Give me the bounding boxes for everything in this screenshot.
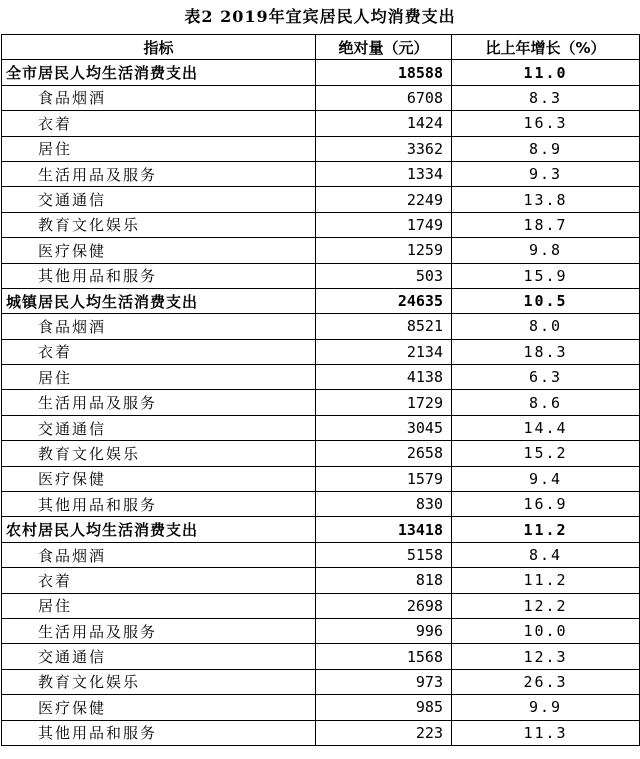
table-row xyxy=(2,238,640,263)
row-absolute-value: 2134 xyxy=(316,339,452,364)
row-absolute-value: 2698 xyxy=(316,593,452,618)
table-row xyxy=(2,212,640,237)
table-row-group xyxy=(2,288,640,313)
row-growth-value: 11.0 xyxy=(452,60,640,85)
table-row xyxy=(2,720,640,745)
row-absolute-value: 1334 xyxy=(316,161,452,186)
row-label: 生活用品及服务 xyxy=(2,390,316,415)
row-growth-value: 9.9 xyxy=(452,695,640,720)
row-absolute-value: 1729 xyxy=(316,390,452,415)
table-header-row xyxy=(2,35,640,60)
row-growth-value: 12.2 xyxy=(452,593,640,618)
row-label: 衣着 xyxy=(2,339,316,364)
row-label: 教育文化娱乐 xyxy=(2,441,316,466)
row-growth-value: 8.6 xyxy=(452,390,640,415)
row-label: 食品烟酒 xyxy=(2,314,316,339)
row-label: 农村居民人均生活消费支出 xyxy=(2,517,316,542)
row-growth-value: 18.3 xyxy=(452,339,640,364)
row-growth-value: 8.0 xyxy=(452,314,640,339)
row-absolute-value: 1568 xyxy=(316,644,452,669)
table-row-group xyxy=(2,60,640,85)
row-label: 其他用品和服务 xyxy=(2,720,316,745)
row-label: 城镇居民人均生活消费支出 xyxy=(2,288,316,313)
table-row xyxy=(2,161,640,186)
row-label: 居住 xyxy=(2,136,316,161)
row-growth-value: 9.3 xyxy=(452,161,640,186)
table-row xyxy=(2,365,640,390)
row-growth-value: 11.3 xyxy=(452,720,640,745)
row-growth-value: 15.9 xyxy=(452,263,640,288)
row-growth-value: 8.9 xyxy=(452,136,640,161)
row-growth-value: 18.7 xyxy=(452,212,640,237)
row-absolute-value: 1579 xyxy=(316,466,452,491)
row-absolute-value: 6708 xyxy=(316,85,452,110)
row-growth-value: 8.4 xyxy=(452,542,640,567)
row-label: 医疗保健 xyxy=(2,238,316,263)
table-row xyxy=(2,415,640,440)
row-absolute-value: 8521 xyxy=(316,314,452,339)
table-row xyxy=(2,314,640,339)
header-absolute: 绝对量（元） xyxy=(316,35,452,60)
row-growth-value: 11.2 xyxy=(452,568,640,593)
row-absolute-value: 4138 xyxy=(316,365,452,390)
row-label: 交通通信 xyxy=(2,187,316,212)
row-absolute-value: 818 xyxy=(316,568,452,593)
table-row xyxy=(2,111,640,136)
row-absolute-value: 2658 xyxy=(316,441,452,466)
table-row-group xyxy=(2,517,640,542)
table-row xyxy=(2,669,640,694)
table-row xyxy=(2,492,640,517)
row-absolute-value: 830 xyxy=(316,492,452,517)
row-growth-value: 16.9 xyxy=(452,492,640,517)
row-growth-value: 26.3 xyxy=(452,669,640,694)
table-row xyxy=(2,441,640,466)
row-label: 食品烟酒 xyxy=(2,85,316,110)
row-label: 生活用品及服务 xyxy=(2,618,316,643)
row-absolute-value: 24635 xyxy=(316,288,452,313)
row-growth-value: 11.2 xyxy=(452,517,640,542)
table-body xyxy=(2,60,640,746)
row-absolute-value: 13418 xyxy=(316,517,452,542)
row-growth-value: 13.8 xyxy=(452,187,640,212)
row-growth-value: 8.3 xyxy=(452,85,640,110)
row-growth-value: 12.3 xyxy=(452,644,640,669)
row-label: 衣着 xyxy=(2,111,316,136)
row-label: 生活用品及服务 xyxy=(2,161,316,186)
row-absolute-value: 996 xyxy=(316,618,452,643)
row-label: 衣着 xyxy=(2,568,316,593)
row-absolute-value: 1424 xyxy=(316,111,452,136)
row-absolute-value: 3362 xyxy=(316,136,452,161)
row-absolute-value: 223 xyxy=(316,720,452,745)
row-label: 医疗保健 xyxy=(2,695,316,720)
table-row xyxy=(2,339,640,364)
table-row xyxy=(2,263,640,288)
row-label: 医疗保健 xyxy=(2,466,316,491)
row-absolute-value: 985 xyxy=(316,695,452,720)
row-label: 教育文化娱乐 xyxy=(2,669,316,694)
row-absolute-value: 503 xyxy=(316,263,452,288)
consumption-table xyxy=(1,34,640,746)
row-growth-value: 15.2 xyxy=(452,441,640,466)
table-row xyxy=(2,542,640,567)
row-growth-value: 14.4 xyxy=(452,415,640,440)
header-growth: 比上年增长（%） xyxy=(452,35,640,60)
row-growth-value: 9.8 xyxy=(452,238,640,263)
row-growth-value: 9.4 xyxy=(452,466,640,491)
row-absolute-value: 1259 xyxy=(316,238,452,263)
table-row xyxy=(2,136,640,161)
row-label: 教育文化娱乐 xyxy=(2,212,316,237)
row-label: 其他用品和服务 xyxy=(2,492,316,517)
row-label: 居住 xyxy=(2,365,316,390)
table-row xyxy=(2,85,640,110)
row-growth-value: 10.0 xyxy=(452,618,640,643)
table-row xyxy=(2,390,640,415)
row-absolute-value: 3045 xyxy=(316,415,452,440)
header-indicator: 指标 xyxy=(2,35,316,60)
row-label: 其他用品和服务 xyxy=(2,263,316,288)
row-absolute-value: 5158 xyxy=(316,542,452,567)
table-row xyxy=(2,593,640,618)
row-absolute-value: 1749 xyxy=(316,212,452,237)
row-label: 食品烟酒 xyxy=(2,542,316,567)
table-row xyxy=(2,644,640,669)
table-row xyxy=(2,466,640,491)
table-row xyxy=(2,187,640,212)
row-growth-value: 16.3 xyxy=(452,111,640,136)
table-row xyxy=(2,568,640,593)
row-absolute-value: 2249 xyxy=(316,187,452,212)
table-row xyxy=(2,618,640,643)
row-label: 交通通信 xyxy=(2,415,316,440)
table-title: 表2 2019年宜宾居民人均消费支出 xyxy=(184,7,456,26)
row-label: 居住 xyxy=(2,593,316,618)
row-absolute-value: 973 xyxy=(316,669,452,694)
row-label: 全市居民人均生活消费支出 xyxy=(2,60,316,85)
row-absolute-value: 18588 xyxy=(316,60,452,85)
table-row xyxy=(2,695,640,720)
row-growth-value: 6.3 xyxy=(452,365,640,390)
row-label: 交通通信 xyxy=(2,644,316,669)
row-growth-value: 10.5 xyxy=(452,288,640,313)
